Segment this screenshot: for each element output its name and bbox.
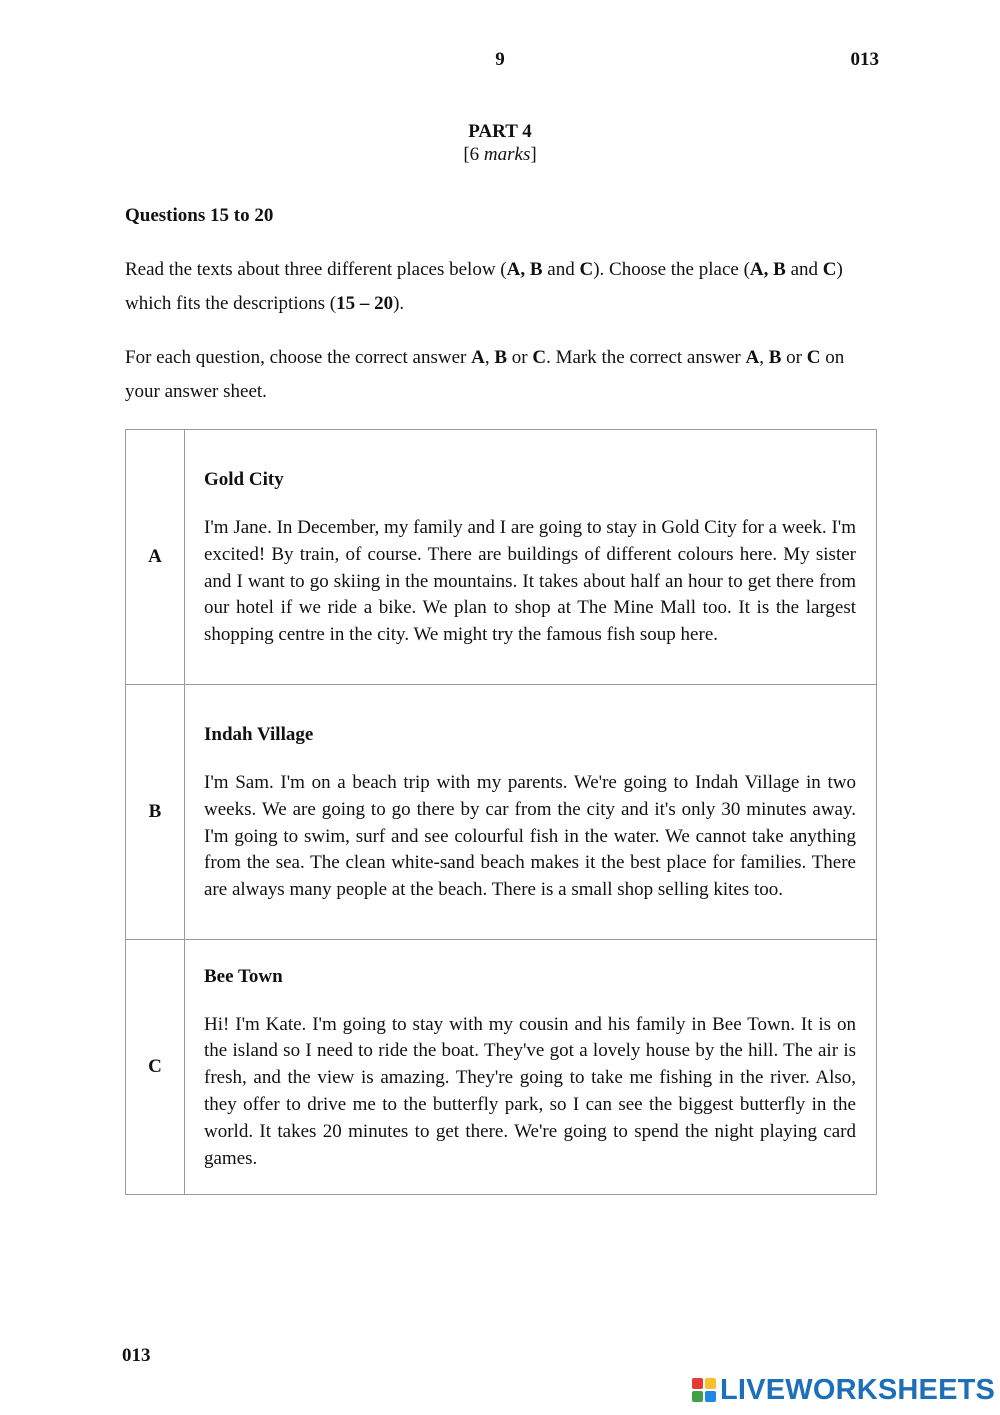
place-letter: C (126, 940, 185, 1195)
liveworksheets-logo-icon (692, 1378, 716, 1402)
place-content (185, 430, 877, 685)
instruction-text: and (542, 259, 580, 280)
place-description: Hi! I'm Kate. I'm going to stay with my cousin and his family in Bee Town. It is on the island so I need to ride the boat. They've got a lovely house by the hill. The air is fresh, and the view is amazing. They're going to take me fishing in the river. Also, they offer to drive me to the butterfly park, so I can see the biggest butterfly in the world. It takes 20 minutes to get there. We're going to spend the night playing card games. (204, 1013, 856, 1169)
instruction-text: For each question, choose the correct answer (125, 347, 472, 368)
place-letter: B (126, 685, 185, 940)
instruction-bold: A, B (749, 259, 786, 280)
instruction-text: Read the texts about three different places below ( (125, 259, 507, 280)
places-table (125, 429, 877, 1195)
marks-word: marks (483, 144, 531, 165)
place-name: Bee Town (204, 965, 283, 987)
place-row-c (126, 940, 877, 1195)
instruction-bold: A (745, 347, 760, 368)
logo-square (705, 1391, 716, 1402)
liveworksheets-logo[interactable] (692, 1374, 995, 1406)
place-content (185, 685, 877, 940)
logo-square (692, 1391, 703, 1402)
questions-heading: Questions 15 to 20 (125, 205, 274, 226)
instruction-text: and (785, 259, 823, 280)
brand-name: LIVEWORKSHEETS (720, 1374, 996, 1406)
place-description: I'm Jane. In December, my family and I are going to stay in Gold City for a week. I'm excited! By train, of course. There are buildings of different colours here. My sister and I want to go skiing in the mountains. It takes about half an hour to get there from our hotel if we ride a bike. We plan to shop at The Mine Mall too. It is the largest shopping centre in the city. We might try the famous fish soup here. (204, 517, 856, 646)
place-row-b (126, 685, 877, 940)
page-number: 9 (495, 49, 505, 70)
place-content (185, 940, 877, 1195)
instruction-text: or (507, 347, 533, 368)
instruction-bold: A (471, 347, 485, 368)
instruction-text: , (759, 347, 769, 368)
instruction-bold: C (532, 347, 547, 368)
place-letter: A (126, 430, 185, 685)
instruction-text: ). Choose the place ( (593, 259, 750, 280)
instruction-bold: 15 – 20 (336, 292, 394, 314)
instruction-text: , (484, 347, 495, 368)
instruction-text: ). (393, 292, 405, 314)
instruction-paragraph-2 (125, 341, 870, 408)
instruction-bold: C (822, 259, 837, 280)
place-row-a (126, 430, 877, 685)
instruction-text: . Mark the correct answer (546, 347, 746, 368)
instruction-text: or (781, 347, 807, 368)
logo-square (692, 1378, 703, 1389)
instruction-bold: C (806, 347, 821, 368)
instruction-bold: A, B (506, 259, 543, 280)
instruction-text: on your answer sheet. (125, 347, 845, 402)
marks-close: ] (530, 144, 537, 165)
instruction-text: ) which fits the descriptions ( (125, 259, 843, 314)
marks-open: [6 (463, 144, 484, 165)
place-name: Gold City (204, 469, 284, 490)
place-name: Indah Village (204, 724, 314, 745)
part-marks (0, 144, 1000, 166)
instruction-paragraph-1 (125, 253, 870, 320)
place-description: I'm Sam. I'm on a beach trip with my parents. We're going to Indah Village in two weeks. We are going to go there by car from the city and it's only 30 minutes away. I'm going to swim, surf and see colourful fish in the water. We cannot take anything from the sea. The clean white-sand beach makes it the best place for families. There are always many people at the beach. There is a small shop selling kites too. (204, 772, 856, 901)
instruction-bold: C (579, 259, 594, 280)
part-title: PART 4 (468, 121, 532, 142)
instruction-bold: B (494, 347, 508, 368)
paper-code-top: 013 (850, 49, 879, 70)
paper-code-bottom: 013 (122, 1345, 151, 1366)
instruction-bold: B (768, 347, 782, 368)
logo-square (705, 1378, 716, 1389)
